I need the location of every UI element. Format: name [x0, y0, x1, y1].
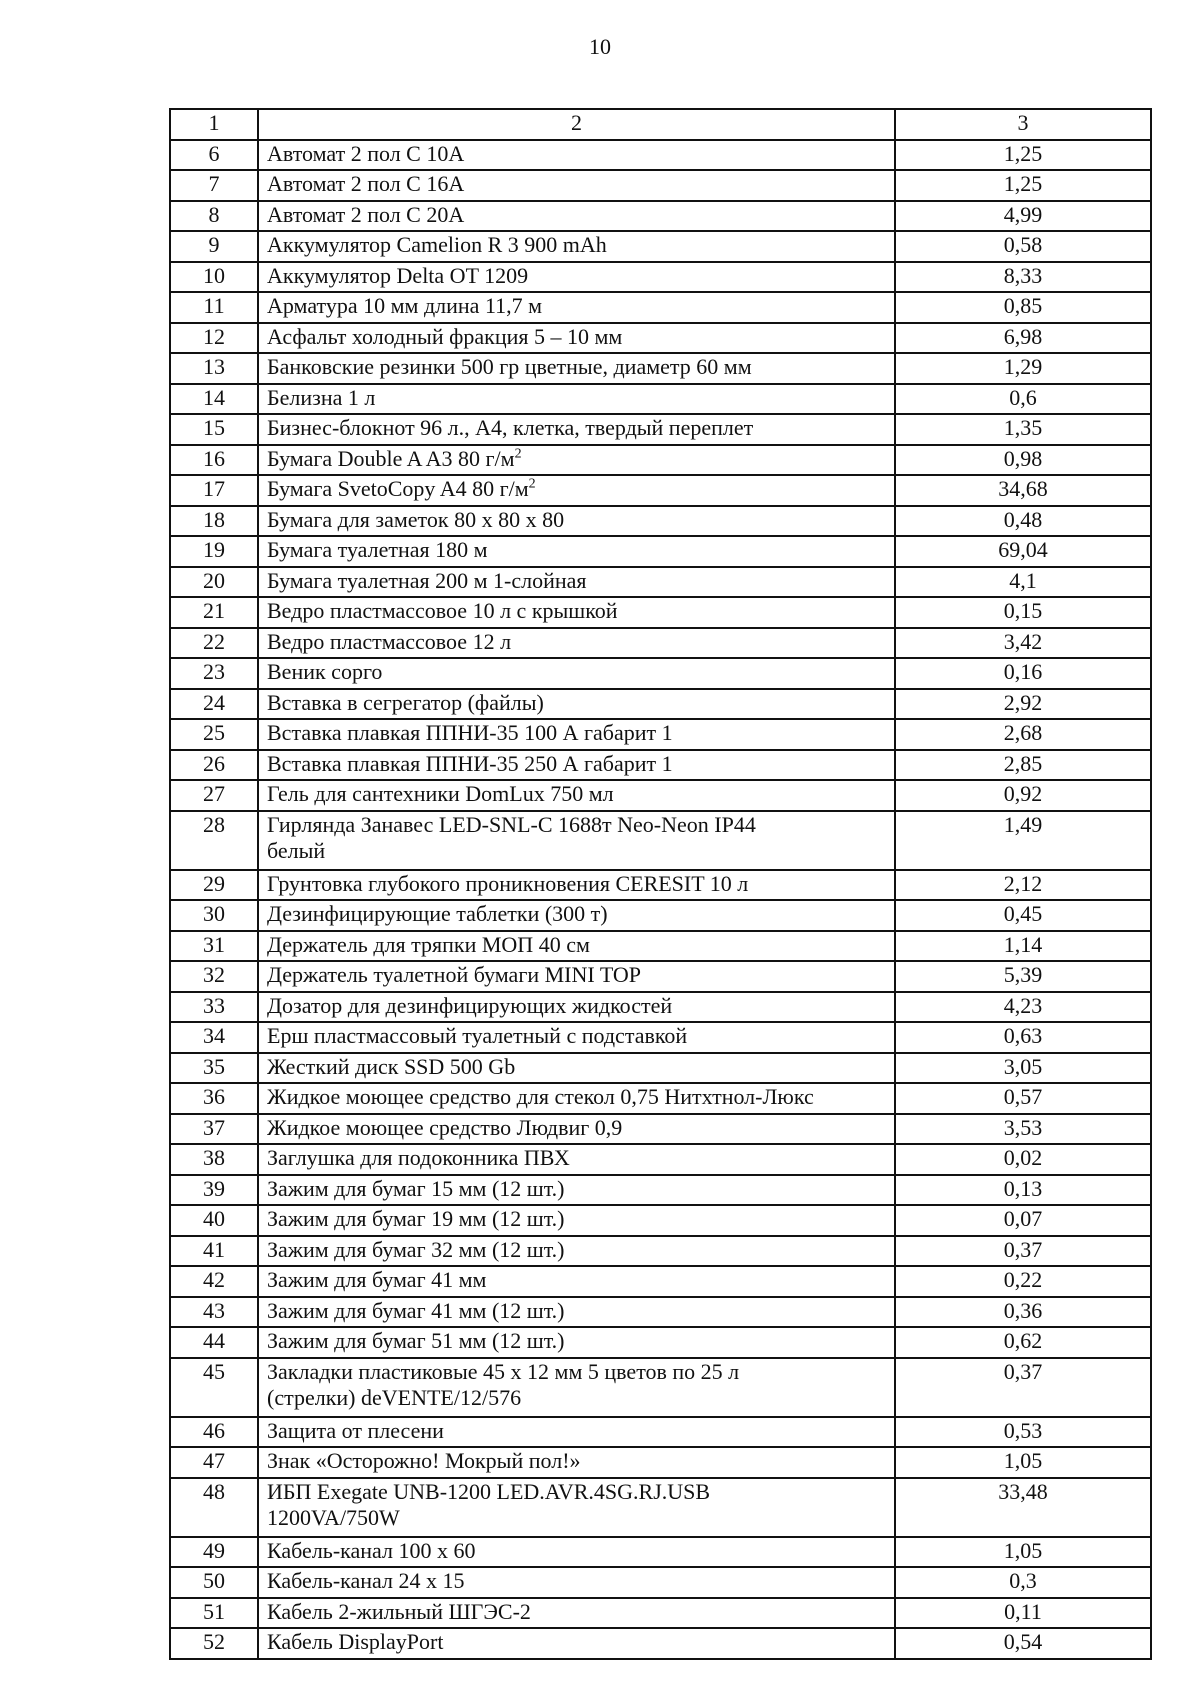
item-value: 1,05 — [895, 1447, 1151, 1478]
table-header-row — [170, 109, 1151, 140]
row-number: 15 — [170, 414, 258, 445]
row-number: 41 — [170, 1236, 258, 1267]
item-value: 0,63 — [895, 1022, 1151, 1053]
table-row — [170, 1358, 1151, 1417]
item-name-text: Зажим для бумаг 41 мм — [267, 1267, 487, 1292]
item-value: 4,1 — [895, 567, 1151, 598]
item-name — [258, 931, 895, 962]
item-name — [258, 1022, 895, 1053]
item-name — [258, 1175, 895, 1206]
item-value: 0,37 — [895, 1236, 1151, 1267]
item-name — [258, 1266, 895, 1297]
item-name-text: Зажим для бумаг 32 мм (12 шт.) — [267, 1236, 565, 1262]
item-name — [258, 353, 895, 384]
table-row — [170, 719, 1151, 750]
item-name-text: Аккумулятор Delta OT 1209 — [267, 262, 529, 288]
item-name-text: Зажим для бумаг 15 мм (12 шт.) — [267, 1175, 565, 1201]
item-name — [258, 1083, 895, 1114]
item-value: 0,85 — [895, 292, 1151, 323]
item-value: 1,25 — [895, 140, 1151, 171]
item-name — [258, 262, 895, 293]
item-name-text: Кабель-канал 100 х 60 — [267, 1537, 476, 1563]
item-value: 69,04 — [895, 536, 1151, 567]
item-name — [258, 170, 895, 201]
item-name — [258, 1114, 895, 1145]
row-number: 17 — [170, 475, 258, 506]
item-value: 0,45 — [895, 900, 1151, 931]
item-name-text: Гирлянда Занавес LED-SNL-C 1688т Neo-Neon IP44 — [267, 811, 756, 837]
item-value: 0,57 — [895, 1083, 1151, 1114]
page-number: 10 — [589, 34, 611, 59]
item-name-text: Белизна 1 л — [267, 384, 376, 410]
row-number: 22 — [170, 628, 258, 659]
table-row — [170, 1417, 1151, 1448]
item-value: 6,98 — [895, 323, 1151, 354]
row-number: 20 — [170, 567, 258, 598]
item-name-text: ИБП Exegate UNB-1200 LED.AVR.4SG.RJ.USB — [267, 1478, 711, 1504]
item-value: 0,07 — [895, 1205, 1151, 1236]
item-name-text: Вставка плавкая ППНИ-35 250 А габарит 1 — [267, 750, 673, 776]
row-number: 24 — [170, 689, 258, 720]
item-name-text: Асфальт холодный фракция 5 – 10 мм — [267, 323, 623, 349]
item-name-text: Аккумулятор Camelion R 3 900 mAh — [267, 232, 607, 257]
row-number: 31 — [170, 931, 258, 962]
item-name — [258, 597, 895, 628]
item-name — [258, 689, 895, 720]
row-number: 36 — [170, 1083, 258, 1114]
item-name — [258, 750, 895, 781]
item-value: 1,14 — [895, 931, 1151, 962]
row-number: 21 — [170, 597, 258, 628]
item-name — [258, 1358, 895, 1417]
table-row — [170, 1205, 1151, 1236]
item-name — [258, 1144, 895, 1175]
item-name — [258, 140, 895, 171]
item-name — [258, 961, 895, 992]
item-value: 3,42 — [895, 628, 1151, 659]
item-name-text: Знак «Осторожно! Мокрый пол!» — [267, 1448, 581, 1473]
row-number: 47 — [170, 1447, 258, 1478]
table-row — [170, 628, 1151, 659]
item-value: 1,05 — [895, 1537, 1151, 1568]
table-row — [170, 1022, 1151, 1053]
item-name-text: Ерш пластмассовый туалетный с подставкой — [267, 1023, 688, 1048]
item-value: 1,29 — [895, 353, 1151, 384]
item-name-text: Вставка в сегрегатор (файлы) — [267, 689, 544, 715]
price-table — [169, 108, 1152, 1660]
table-row — [170, 658, 1151, 689]
item-name — [258, 384, 895, 415]
row-number: 28 — [170, 811, 258, 870]
table-row — [170, 506, 1151, 537]
item-value: 33,48 — [895, 1478, 1151, 1537]
item-name — [258, 1236, 895, 1267]
item-name — [258, 323, 895, 354]
item-name — [258, 536, 895, 567]
item-value: 5,39 — [895, 961, 1151, 992]
item-name-text: Арматура 10 мм длина 11,7 м — [267, 293, 543, 318]
item-name — [258, 231, 895, 262]
table-row — [170, 931, 1151, 962]
item-name — [258, 1598, 895, 1629]
item-name-text: Зажим для бумаг 41 мм (12 шт.) — [267, 1297, 565, 1323]
row-number: 34 — [170, 1022, 258, 1053]
item-name-text: Вставка плавкая ППНИ-35 100 А габарит 1 — [267, 720, 673, 745]
row-number: 11 — [170, 292, 258, 323]
item-value: 0,22 — [895, 1266, 1151, 1297]
row-number: 9 — [170, 231, 258, 262]
item-name — [258, 445, 895, 476]
row-number: 18 — [170, 506, 258, 537]
item-value: 2,85 — [895, 750, 1151, 781]
item-name — [258, 658, 895, 689]
table-row — [170, 445, 1151, 476]
item-value: 0,02 — [895, 1144, 1151, 1175]
item-value: 0,58 — [895, 231, 1151, 262]
table-row — [170, 1266, 1151, 1297]
item-value: 0,48 — [895, 506, 1151, 537]
row-number: 19 — [170, 536, 258, 567]
table-row — [170, 780, 1151, 811]
item-name-continuation: (стрелки) deVENTE/12/576 — [267, 1384, 522, 1410]
item-name-text: Жесткий диск SSD 500 Gb — [267, 1053, 516, 1079]
item-value: 0,6 — [895, 384, 1151, 415]
table-row — [170, 536, 1151, 567]
item-name-text: Автомат 2 пол С 10А — [267, 140, 465, 166]
item-value: 4,99 — [895, 201, 1151, 232]
table-row — [170, 1327, 1151, 1358]
row-number: 33 — [170, 992, 258, 1023]
table-row — [170, 567, 1151, 598]
item-name-text: Бизнес-блокнот 96 л., А4, клетка, твердый переплет — [267, 415, 754, 440]
item-name-text: Автомат 2 пол С 16А — [267, 171, 465, 196]
item-name — [258, 811, 895, 870]
item-value: 3,05 — [895, 1053, 1151, 1084]
row-number: 43 — [170, 1297, 258, 1328]
row-number: 46 — [170, 1417, 258, 1448]
item-value: 0,98 — [895, 445, 1151, 476]
row-number: 32 — [170, 961, 258, 992]
item-value: 3,53 — [895, 1114, 1151, 1145]
table-row — [170, 1598, 1151, 1629]
superscript: 2 — [514, 446, 522, 462]
item-value: 0,92 — [895, 780, 1151, 811]
item-name-text: Кабель DisplayPort — [267, 1629, 444, 1654]
item-name-text: Держатель туалетной бумаги MINI TOP — [267, 962, 641, 987]
table-row — [170, 414, 1151, 445]
row-number: 16 — [170, 445, 258, 476]
item-name-continuation: 1200VA/750W — [267, 1504, 400, 1530]
item-name — [258, 628, 895, 659]
table-row — [170, 1083, 1151, 1114]
row-number: 8 — [170, 201, 258, 232]
table-row — [170, 1628, 1151, 1659]
table-row — [170, 262, 1151, 293]
header-col-3: 3 — [895, 109, 1151, 140]
table-row — [170, 811, 1151, 870]
item-name — [258, 1205, 895, 1236]
item-value: 1,25 — [895, 170, 1151, 201]
table-row — [170, 384, 1151, 415]
item-value: 34,68 — [895, 475, 1151, 506]
item-name — [258, 870, 895, 901]
table-row — [170, 900, 1151, 931]
item-name — [258, 1297, 895, 1328]
table-row — [170, 1478, 1151, 1537]
item-name-text: Кабель-канал 24 х 15 — [267, 1568, 465, 1593]
item-value: 1,35 — [895, 414, 1151, 445]
item-name-text: Бумага для заметок 80 х 80 х 80 — [267, 506, 565, 532]
item-value: 0,54 — [895, 1628, 1151, 1659]
item-name-text: Жидкое моющее средство Людвиг 0,9 — [267, 1114, 623, 1140]
item-name-continuation: белый — [267, 837, 326, 863]
item-value: 2,92 — [895, 689, 1151, 720]
row-number: 40 — [170, 1205, 258, 1236]
item-value: 0,37 — [895, 1358, 1151, 1417]
table-row — [170, 1447, 1151, 1478]
table-row — [170, 1297, 1151, 1328]
row-number: 50 — [170, 1567, 258, 1598]
row-number: 51 — [170, 1598, 258, 1629]
row-number: 35 — [170, 1053, 258, 1084]
item-value: 2,12 — [895, 870, 1151, 901]
item-name-text: Автомат 2 пол С 20А — [267, 201, 465, 227]
item-name-text: Дезинфицирующие таблетки (300 т) — [267, 901, 608, 926]
table-row — [170, 750, 1151, 781]
item-name — [258, 1478, 895, 1537]
item-name — [258, 1417, 895, 1448]
item-value: 0,36 — [895, 1297, 1151, 1328]
row-number: 26 — [170, 750, 258, 781]
row-number: 29 — [170, 870, 258, 901]
table-row — [170, 1114, 1151, 1145]
item-value: 0,11 — [895, 1598, 1151, 1629]
item-name — [258, 1628, 895, 1659]
table-row — [170, 323, 1151, 354]
item-name — [258, 567, 895, 598]
table-row — [170, 353, 1151, 384]
item-name-text: Кабель 2-жильный ШГЭС-2 — [267, 1598, 531, 1624]
table-row — [170, 140, 1151, 171]
item-name-text: Защита от плесени — [267, 1417, 444, 1443]
item-value: 0,16 — [895, 658, 1151, 689]
item-value: 8,33 — [895, 262, 1151, 293]
item-name — [258, 1327, 895, 1358]
table-row — [170, 1567, 1151, 1598]
row-number: 37 — [170, 1114, 258, 1145]
item-name-text: Гель для сантехники DomLux 750 мл — [267, 781, 614, 806]
item-name-text: Бумага туалетная 180 м — [267, 537, 488, 562]
item-value: 0,53 — [895, 1417, 1151, 1448]
row-number: 49 — [170, 1537, 258, 1568]
item-name — [258, 201, 895, 232]
item-name-text: Зажим для бумаг 19 мм (12 шт.) — [267, 1206, 565, 1231]
item-name — [258, 1567, 895, 1598]
table-row — [170, 1537, 1151, 1568]
item-name-text: Дозатор для дезинфицирующих жидкостей — [267, 992, 673, 1018]
item-name-text: Зажим для бумаг 51 мм (12 шт.) — [267, 1328, 565, 1353]
row-number: 39 — [170, 1175, 258, 1206]
table-row — [170, 992, 1151, 1023]
item-name-text: Бумага SvetoCopy A4 80 г/м — [267, 476, 529, 501]
item-name — [258, 414, 895, 445]
item-name-text: Бумага Double A A3 80 г/м — [267, 445, 515, 471]
row-number: 52 — [170, 1628, 258, 1659]
item-value: 1,49 — [895, 811, 1151, 870]
header-col-1: 1 — [170, 109, 258, 140]
row-number: 25 — [170, 719, 258, 750]
table-row — [170, 201, 1151, 232]
superscript: 2 — [528, 476, 536, 492]
table-row — [170, 961, 1151, 992]
item-name-text: Закладки пластиковые 45 х 12 мм 5 цветов по 25 л — [267, 1358, 740, 1384]
item-value: 0,62 — [895, 1327, 1151, 1358]
table-row — [170, 170, 1151, 201]
item-name — [258, 292, 895, 323]
item-name-text: Веник сорго — [267, 659, 383, 684]
item-value: 4,23 — [895, 992, 1151, 1023]
row-number: 30 — [170, 900, 258, 931]
table-row — [170, 597, 1151, 628]
item-name — [258, 1447, 895, 1478]
row-number: 23 — [170, 658, 258, 689]
item-name-text: Грунтовка глубокого проникновения CERESIT 10 л — [267, 870, 749, 896]
row-number: 38 — [170, 1144, 258, 1175]
item-name-text: Держатель для тряпки МОП 40 см — [267, 931, 590, 957]
row-number: 10 — [170, 262, 258, 293]
item-name — [258, 719, 895, 750]
item-value: 0,3 — [895, 1567, 1151, 1598]
table-row — [170, 870, 1151, 901]
row-number: 27 — [170, 780, 258, 811]
table-row — [170, 1053, 1151, 1084]
item-name-text: Ведро пластмассовое 10 л с крышкой — [267, 598, 618, 623]
row-number: 44 — [170, 1327, 258, 1358]
item-name-text: Заглушка для подоконника ПВХ — [267, 1145, 570, 1170]
row-number: 42 — [170, 1266, 258, 1297]
row-number: 12 — [170, 323, 258, 354]
table-row — [170, 475, 1151, 506]
item-name-text: Жидкое моющее средство для стекол 0,75 Нитхтнол-Люкс — [267, 1084, 814, 1109]
item-name — [258, 992, 895, 1023]
item-name — [258, 1537, 895, 1568]
table-row — [170, 1175, 1151, 1206]
item-name-text: Банковские резинки 500 гр цветные, диаметр 60 мм — [267, 354, 752, 379]
item-name — [258, 506, 895, 537]
row-number: 45 — [170, 1358, 258, 1417]
item-value: 2,68 — [895, 719, 1151, 750]
table-row — [170, 1236, 1151, 1267]
item-name — [258, 780, 895, 811]
item-value: 0,15 — [895, 597, 1151, 628]
item-name — [258, 1053, 895, 1084]
header-col-2: 2 — [258, 109, 895, 140]
item-name — [258, 475, 895, 506]
row-number: 48 — [170, 1478, 258, 1537]
item-name — [258, 900, 895, 931]
row-number: 13 — [170, 353, 258, 384]
row-number: 6 — [170, 140, 258, 171]
row-number: 7 — [170, 170, 258, 201]
item-name-text: Бумага туалетная 200 м 1-слойная — [267, 567, 587, 593]
item-name-text: Ведро пластмассовое 12 л — [267, 628, 512, 654]
item-value: 0,13 — [895, 1175, 1151, 1206]
table-row — [170, 1144, 1151, 1175]
table-row — [170, 292, 1151, 323]
row-number: 14 — [170, 384, 258, 415]
table-row — [170, 231, 1151, 262]
table-row — [170, 689, 1151, 720]
